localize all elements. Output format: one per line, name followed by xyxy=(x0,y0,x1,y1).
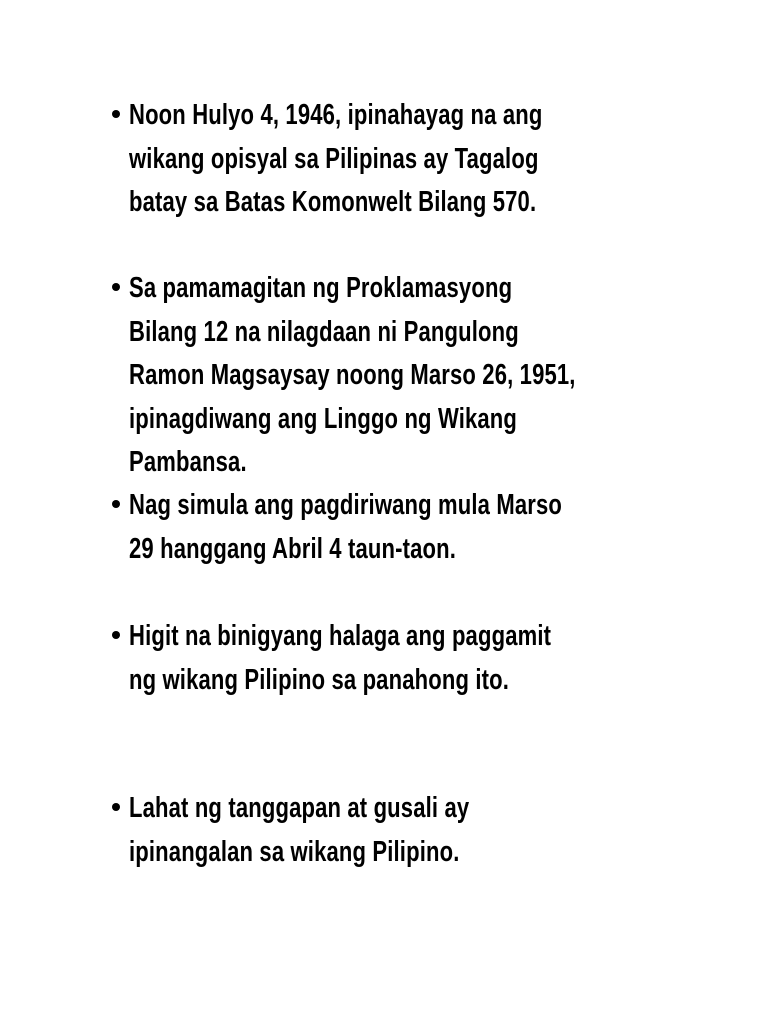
bullet-dot xyxy=(112,500,120,508)
bullet-dot xyxy=(112,110,120,118)
bullet-line: Lahat ng tanggapan at gusali ay xyxy=(129,792,470,824)
bullet-text-2 xyxy=(129,267,576,485)
bullet-item-1 xyxy=(112,94,672,225)
bullet-line: Bilang 12 na nilagdaan ni Pangulong xyxy=(129,315,519,348)
bullet-line: 29 hanggang Abril 4 taun-taon. xyxy=(129,532,457,565)
bullet-item-2 xyxy=(112,267,672,485)
bullet-text-5 xyxy=(129,787,542,874)
bullet-line: Higit na binigyang halaga ang paggamit xyxy=(129,620,552,652)
bullet-item-3 xyxy=(112,484,672,571)
bullet-line: ipinangalan sa wikang Pilipino. xyxy=(129,835,460,868)
bullet-dot xyxy=(112,803,120,811)
bullet-item-4 xyxy=(112,615,672,702)
bullet-line: ng wikang Pilipino sa panahong ito. xyxy=(129,663,510,696)
bullet-dot xyxy=(112,283,120,291)
bullet-text-3 xyxy=(129,484,562,571)
bullet-line: ipinagdiwang ang Linggo ng Wikang xyxy=(129,402,518,435)
bullet-line: Noon Hulyo 4, 1946, ipinahayag na ang xyxy=(129,99,543,131)
bullet-line: Nag simula ang pagdiriwang mula Marso xyxy=(129,489,563,521)
bullet-text-4 xyxy=(129,615,551,702)
bullet-item-5 xyxy=(112,787,672,874)
bullet-line: batay sa Batas Komonwelt Bilang 570. xyxy=(129,186,537,218)
bullet-text-1 xyxy=(129,94,542,225)
bullet-line: Pambansa. xyxy=(129,446,247,478)
bullet-line: wikang opisyal sa Pilipinas ay Tagalog xyxy=(129,142,539,175)
bullet-line: Ramon Magsaysay noong Marso 26, 1951, xyxy=(129,359,576,391)
bullet-line: Sa pamamagitan ng Proklamasyong xyxy=(129,272,513,304)
bullet-dot xyxy=(112,631,120,639)
